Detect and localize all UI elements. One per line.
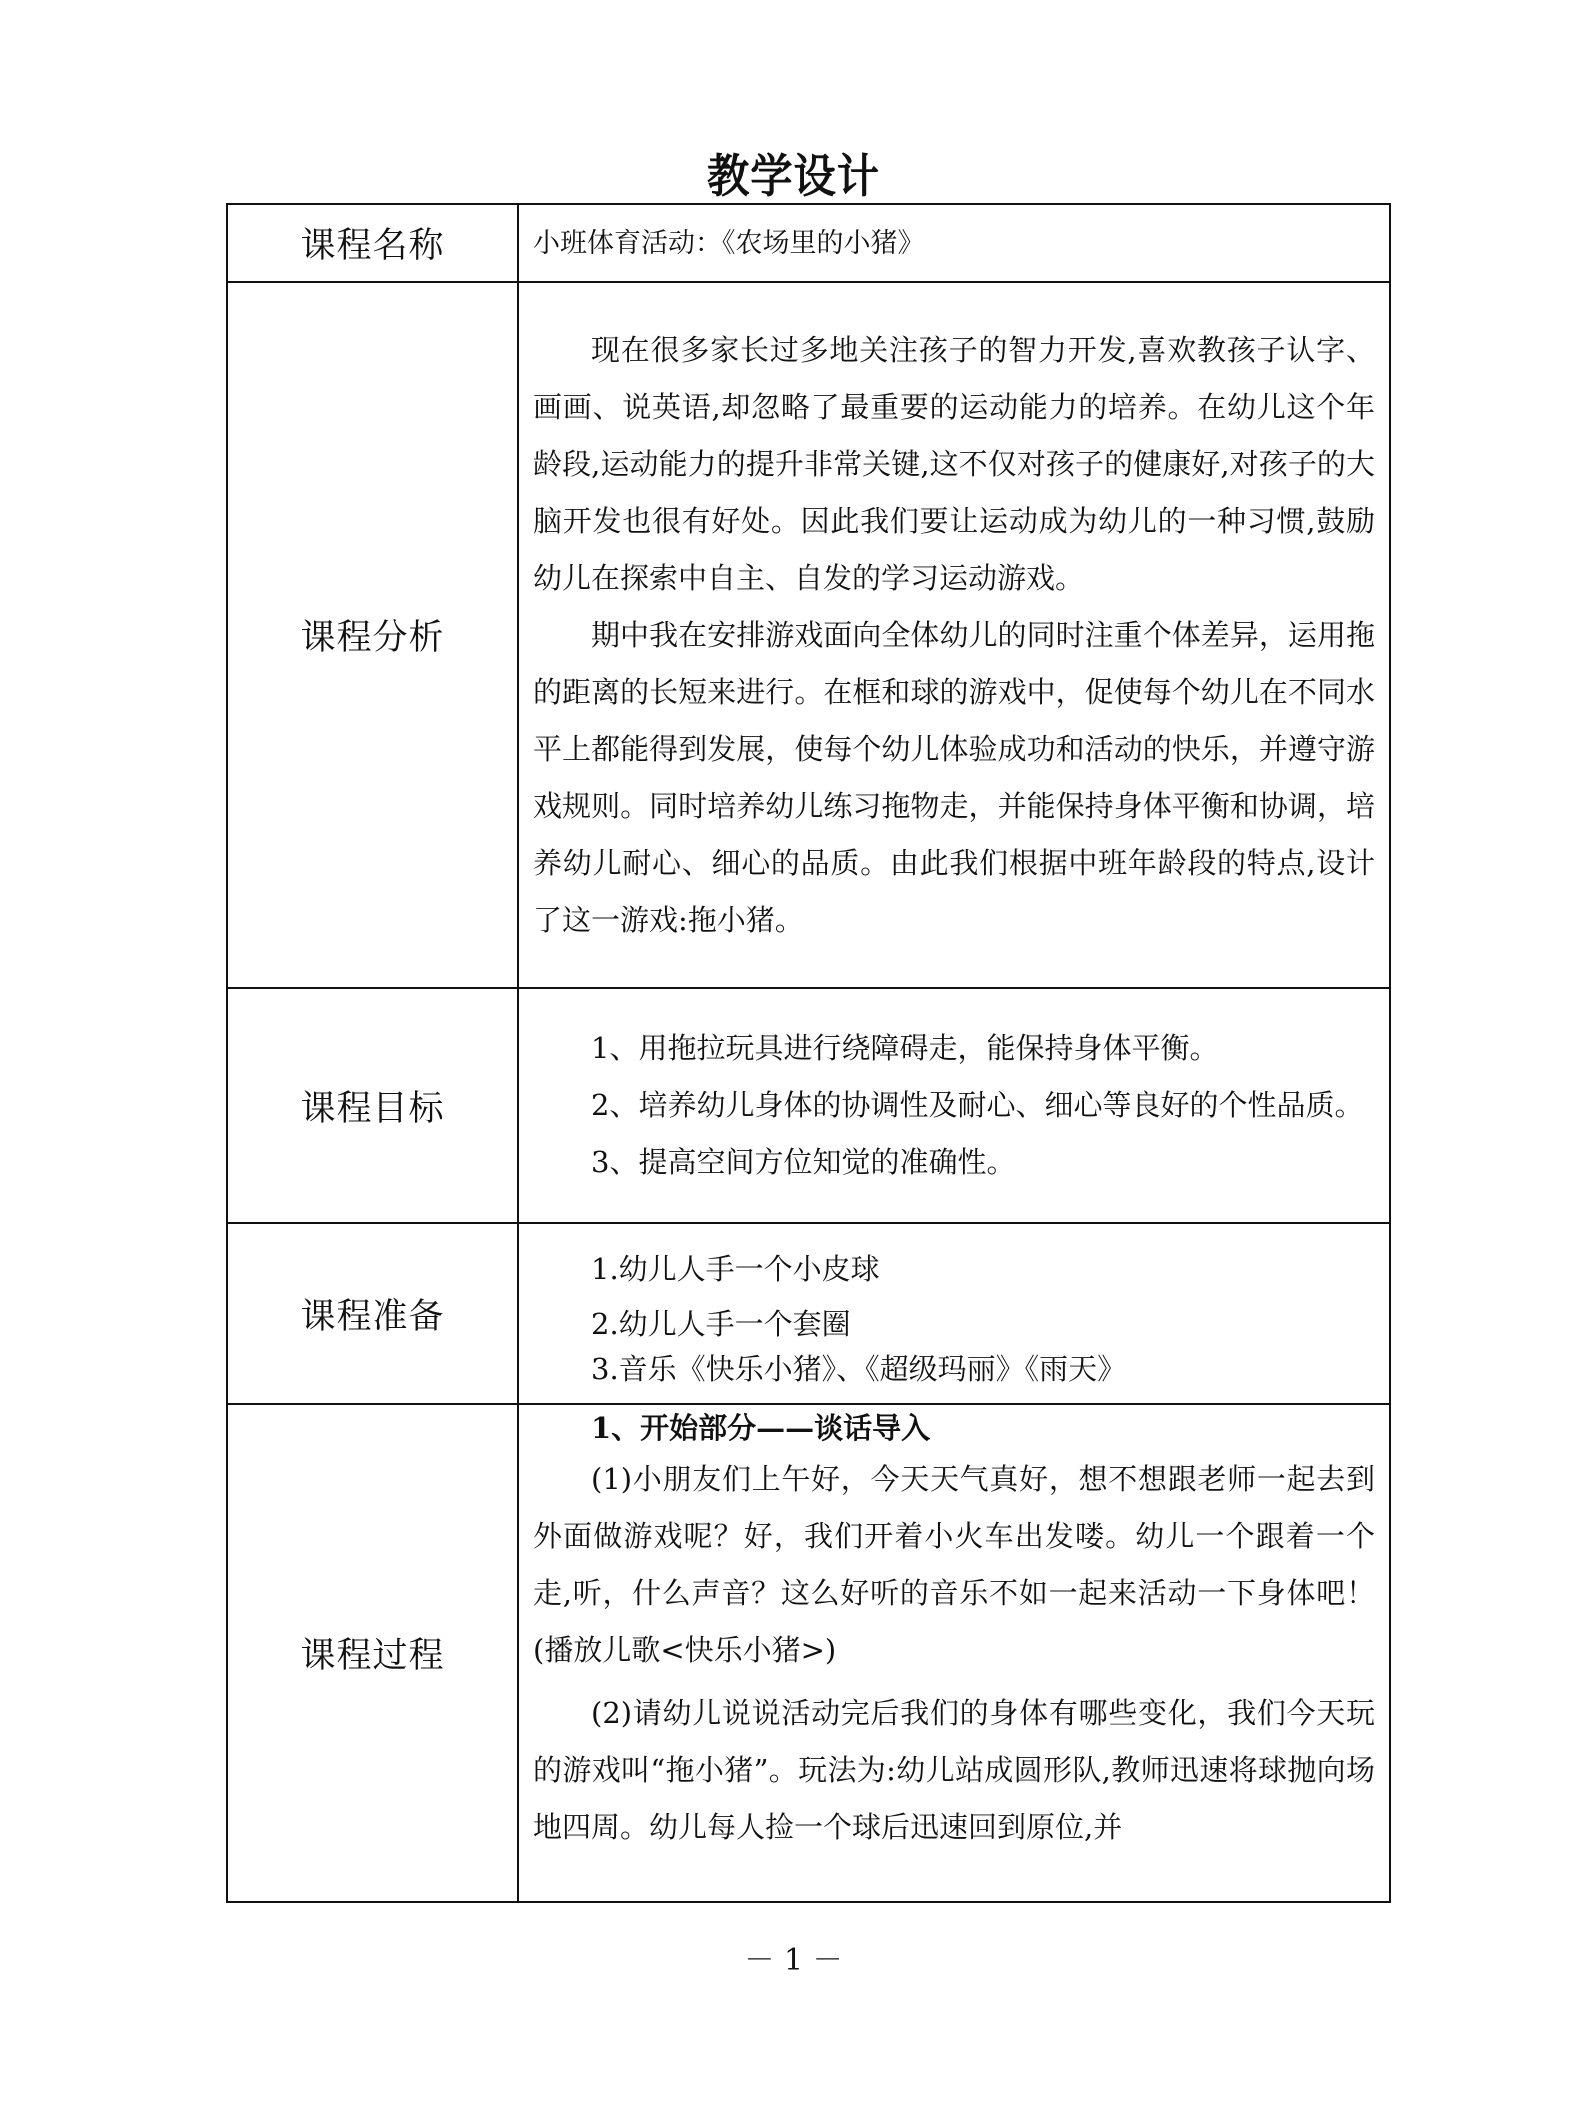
prep-item: 2.幼儿人手一个套圈 <box>591 1306 851 1341</box>
table-row-course-analysis <box>227 282 1390 988</box>
page-number: － 1 － <box>744 1943 843 1978</box>
section-heading: 1、开始部分——谈话导入 <box>591 1411 931 1445</box>
goal-item: 1、用拖拉玩具进行绕障碍走，能保持身体平衡。 <box>591 1031 1219 1065</box>
lesson-plan-table <box>226 203 1391 1903</box>
table-row-course-process <box>227 1404 1390 1902</box>
row-content <box>518 282 1390 988</box>
prep-item: 1.幼儿人手一个小皮球 <box>591 1251 880 1286</box>
paragraph: (1)小朋友们上午好，今天天气真好，想不想跟老师一起去到外面做游戏呢？好，我们开着小火车出发喽。幼儿一个跟着一个走,听，什么声音？这么好听的音乐不如一起来活动一下身体吧！(播放儿歌<快乐小猪>) <box>533 1462 1375 1667</box>
document-title: 教学设计 <box>707 149 880 203</box>
table-row-course-goals <box>227 988 1390 1223</box>
goal-item: 2、培养幼儿身体的协调性及耐心、细心等良好的个性品质。 <box>591 1088 1364 1122</box>
row-label: 课程准备 <box>227 1223 518 1404</box>
course-name-text: 小班体育活动：《农场里的小猪》 <box>533 227 925 259</box>
row-label: 课程名称 <box>227 204 518 282</box>
row-content <box>518 1404 1390 1902</box>
row-label: 课程过程 <box>227 1404 518 1902</box>
paragraph: (2)请幼儿说说活动完后我们的身体有哪些变化，我们今天玩的游戏叫“拖小猪”。玩法为:幼儿站成圆形队,教师迅速将球抛向场地四周。幼儿每人捡一个球后迅速回到原位,并 <box>533 1696 1375 1844</box>
row-content <box>518 204 1390 282</box>
table-row-course-name <box>227 204 1390 282</box>
goal-item: 3、提高空间方位知觉的准确性。 <box>591 1145 1016 1179</box>
table-row-course-preparation <box>227 1223 1390 1404</box>
row-content <box>518 1223 1390 1404</box>
row-label: 课程分析 <box>227 282 518 988</box>
prep-item: 3.音乐《快乐小猪》、《超级玛丽》《雨天》 <box>591 1351 1127 1386</box>
row-content <box>518 988 1390 1223</box>
paragraph: 期中我在安排游戏面向全体幼儿的同时注重个体差异，运用拖的距离的长短来进行。在框和球的游戏中，促使每个幼儿在不同水平上都能得到发展，使每个幼儿体验成功和活动的快乐，并遵守游戏规则。同时培养幼儿练习拖物走，并能保持身体平衡和协调，培养幼儿耐心、细心的品质。由此我们根据中班年龄段的特点,设计了这一游戏:拖小猪。 <box>533 617 1375 937</box>
paragraph: 现在很多家长过多地关注孩子的智力开发,喜欢教孩子认字、画画、说英语,却忽略了最重要的运动能力的培养。在幼儿这个年龄段,运动能力的提升非常关键,这不仅对孩子的健康好,对孩子的大脑开发也很有好处。因此我们要让运动成为幼儿的一种习惯,鼓励幼儿在探索中自主、自发的学习运动游戏。 <box>533 332 1375 595</box>
row-label: 课程目标 <box>227 988 518 1223</box>
